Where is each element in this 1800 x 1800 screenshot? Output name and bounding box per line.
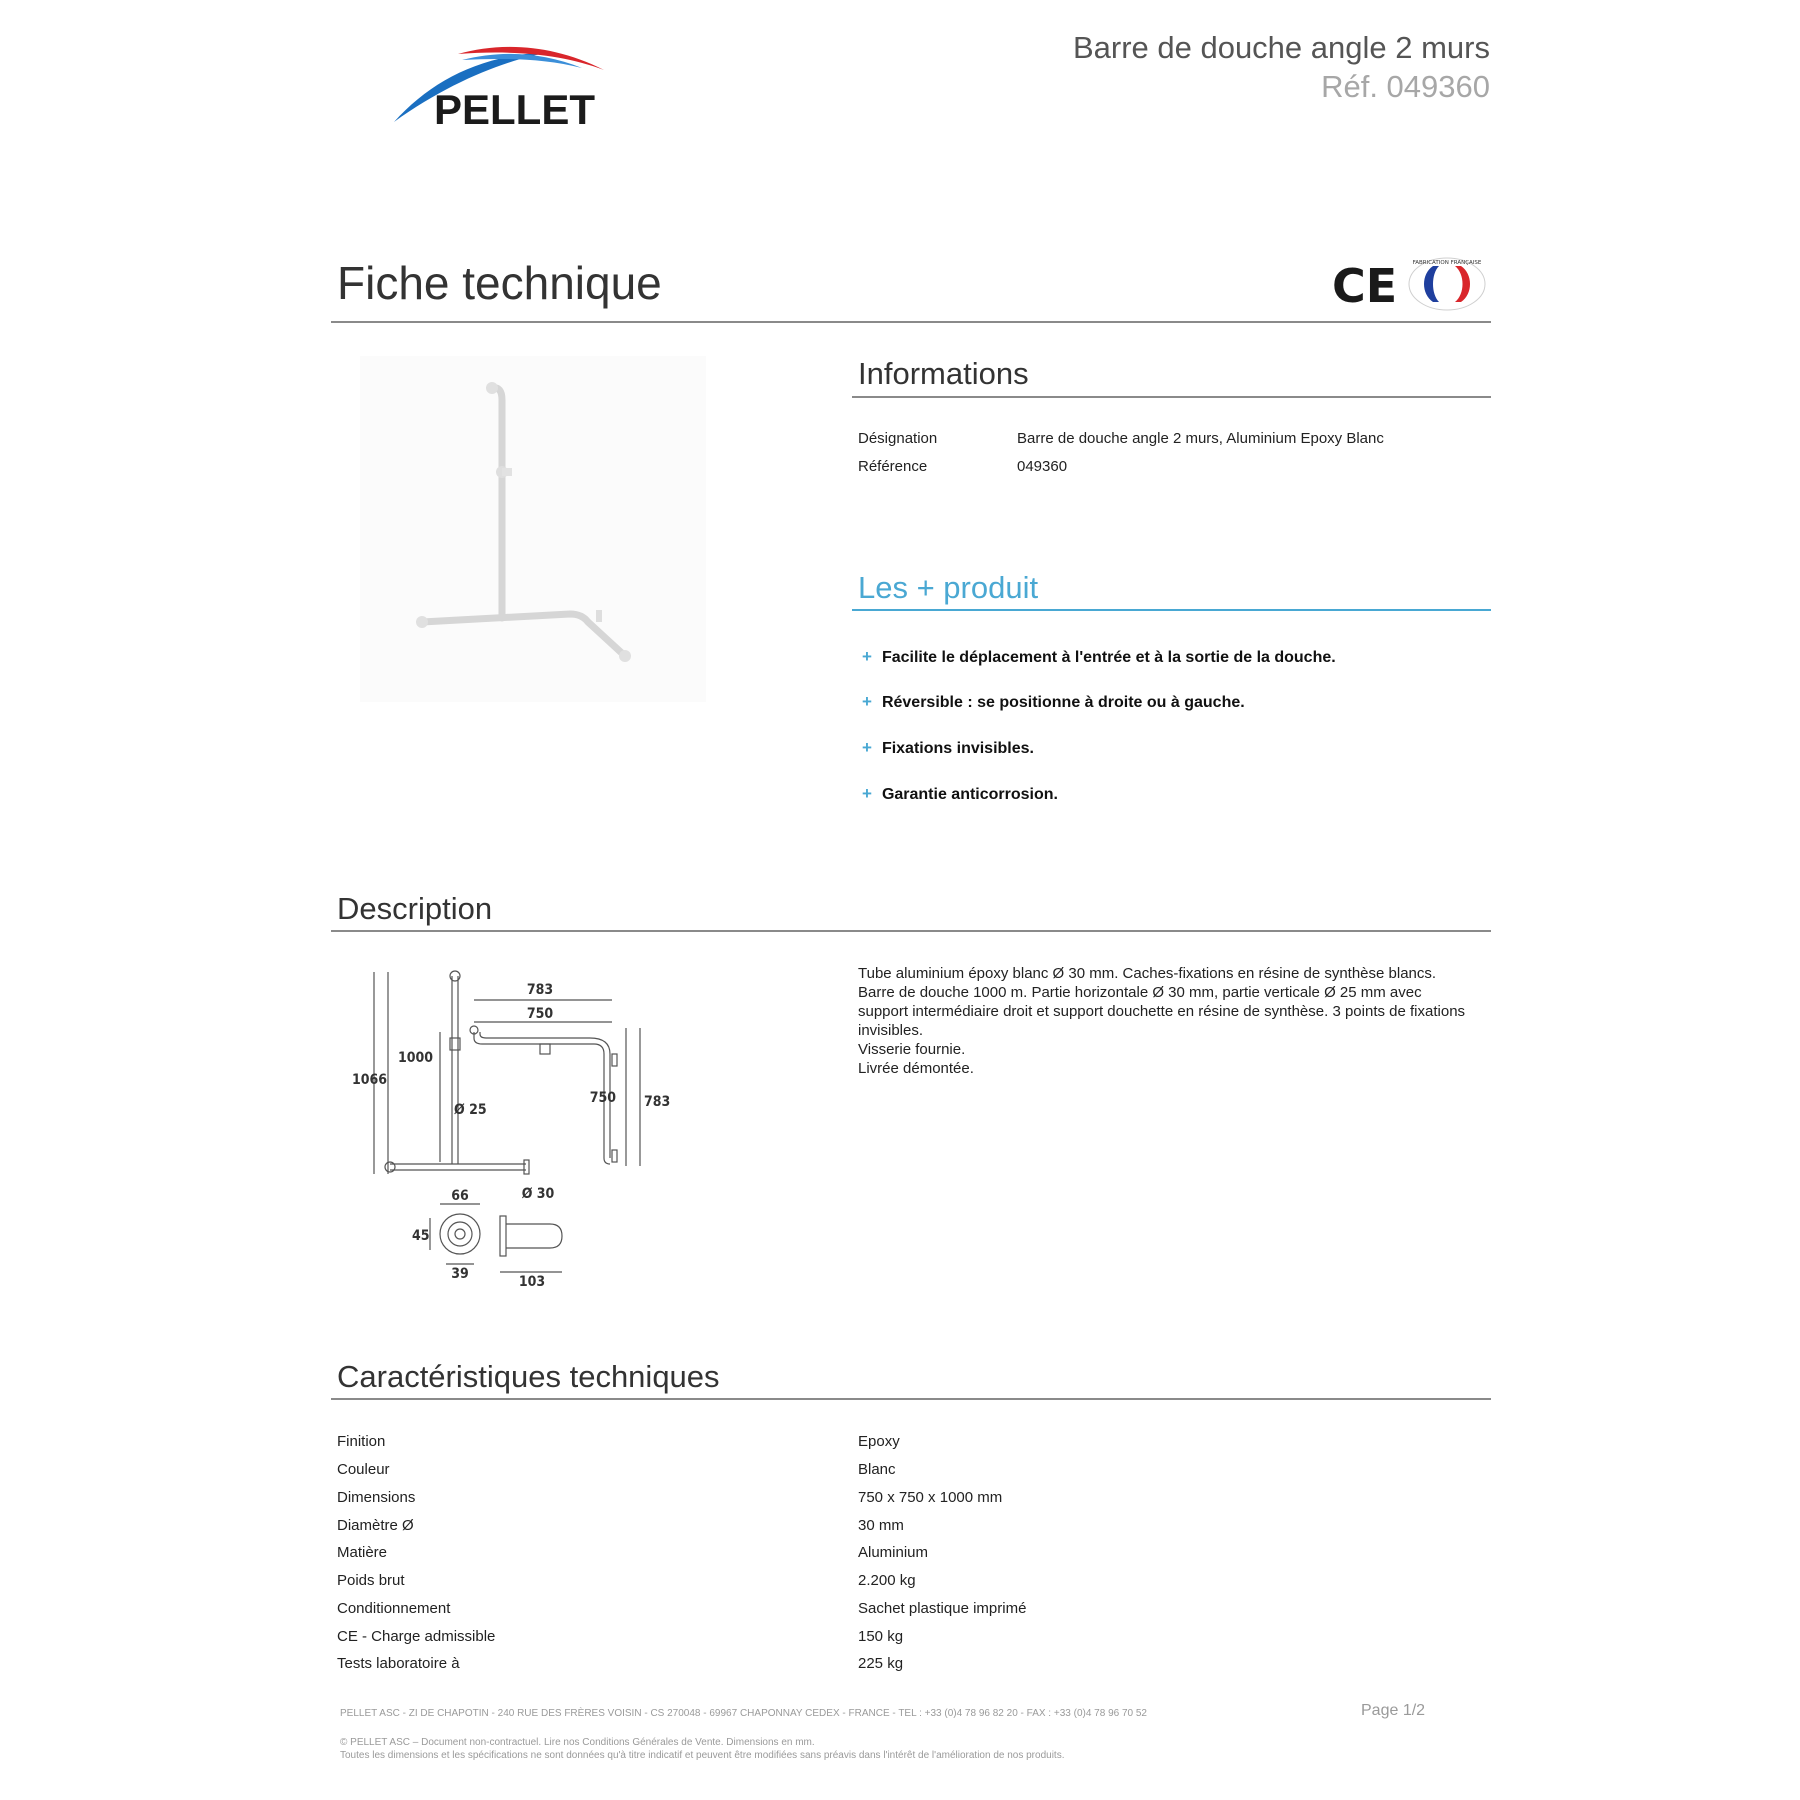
spec-label: Finition [337,1433,386,1450]
spec-row [337,1628,1497,1654]
technical-drawing [350,962,690,1292]
dim-label: 783 [526,982,554,998]
document-title: Barre de douche angle 2 murs [1072,30,1490,65]
dim-label: 1066 [352,1072,388,1088]
product-benefits-heading: Les + produit [858,570,1039,605]
spec-row [337,1489,1497,1515]
informations-heading: Informations [858,356,1029,391]
spec-row [337,1600,1497,1626]
spec-row [337,1433,1497,1459]
designation-value: Barre de douche angle 2 murs, Aluminium Epoxy Blanc [1017,430,1384,447]
description-line: support intermédiaire droit et support douchette en résine de synthèse. 3 points de fixations [858,1003,1466,1020]
description-line: invisibles. [858,1022,924,1039]
made-in-france-badge-icon [1407,256,1487,312]
dim-label: 1000 [398,1050,434,1066]
spec-value: Blanc [858,1461,896,1478]
benefit-item [862,738,1034,758]
logo-text: PELLET [434,86,596,128]
ce-mark-text: CE [1332,262,1398,308]
plus-icon: + [862,647,872,666]
divider [331,321,1491,323]
dim-label: 103 [518,1274,546,1290]
benefit-text: Garantie anticorrosion. [881,786,1058,803]
spec-label: Dimensions [337,1489,416,1506]
spec-row [337,1655,1497,1681]
divider [852,396,1491,398]
spec-label: CE - Charge admissible [337,1628,496,1645]
dim-label: Ø 30 [521,1186,555,1202]
benefit-text: Réversible : se positionne à droite ou à gauche. [881,694,1245,711]
spec-label: Tests laboratoire à [337,1655,460,1672]
spec-value: Sachet plastique imprimé [858,1600,1027,1617]
plus-icon: + [862,784,872,803]
plus-icon: + [862,738,872,757]
dim-label: 66 [451,1188,469,1204]
description-heading: Description [337,891,493,926]
spec-value: 750 x 750 x 1000 mm [858,1489,1003,1506]
description-text [858,964,1498,1078]
description-line: Livrée démontée. [858,1060,974,1077]
benefit-text: Fixations invisibles. [881,740,1034,757]
badge-text: FABRICATION FRANÇAISE [1412,260,1482,266]
spec-row [337,1517,1497,1543]
dim-label: 750 [526,1006,554,1022]
spec-value: 2.200 kg [858,1572,916,1589]
divider [331,1398,1491,1400]
spec-label: Poids brut [337,1572,405,1589]
footer-legal: Toutes les dimensions et les spécifications ne sont données qu'à titre indicatif et peuvent être modifiées sans préavis dans l'intérêt de l'amélioration de nos produits. [340,1750,1065,1761]
dim-label: 45 [412,1228,430,1244]
spec-value: Aluminium [858,1544,929,1561]
spec-label: Couleur [337,1461,390,1478]
description-line: Tube aluminium époxy blanc Ø 30 mm. Caches-fixations en résine de synthèse blancs. [858,965,1437,982]
divider [331,930,1491,932]
reference-label: Référence [858,458,928,475]
spec-label: Diamètre Ø [337,1517,414,1534]
benefit-item [862,784,1058,804]
spec-value: 30 mm [858,1517,904,1534]
spec-value: 225 kg [858,1655,904,1672]
footer-legal: © PELLET ASC – Document non-contractuel. Lire nos Conditions Générales de Vente. Dimensions en mm. [340,1737,815,1748]
product-photo [360,356,706,702]
spec-row [337,1572,1497,1598]
plus-icon: + [862,692,872,711]
footer-address: PELLET ASC - ZI DE CHAPOTIN - 240 RUE DES FRÈRES VOISIN - CS 270048 - 69967 CHAPONNAY CEDEX - FRANCE - TEL : +33 (0)4 78 96 82 20 - FAX : +33 (0)4 78 96 70 52 [340,1708,1147,1719]
spec-row [337,1544,1497,1570]
description-line: Visserie fournie. [858,1041,966,1058]
specifications-heading: Caractéristiques techniques [337,1359,720,1394]
spec-row [337,1461,1497,1487]
spec-label: Conditionnement [337,1600,451,1617]
dim-label: 39 [451,1266,469,1282]
benefit-item [862,647,1336,667]
page-title: Fiche technique [337,257,662,309]
benefit-item [862,692,1245,712]
spec-label: Matière [337,1544,388,1561]
document-reference: Réf. 049360 [1321,69,1490,104]
dim-label: 750 [589,1090,616,1106]
benefit-text: Facilite le déplacement à l'entrée et à la sortie de la douche. [881,649,1336,666]
reference-value: 049360 [1017,458,1068,475]
description-line: Barre de douche 1000 m. Partie horizontale Ø 30 mm, partie verticale Ø 25 mm avec [858,984,1422,1001]
spec-value: 150 kg [858,1628,904,1645]
spec-value: Epoxy [858,1433,900,1450]
designation-label: Désignation [858,430,938,447]
dim-label: 783 [644,1094,671,1110]
page-number: Page 1/2 [1361,1702,1426,1719]
ce-mark-icon [1332,262,1398,308]
dim-label: Ø 25 [454,1102,487,1118]
divider [852,609,1491,611]
pellet-logo [392,40,640,128]
